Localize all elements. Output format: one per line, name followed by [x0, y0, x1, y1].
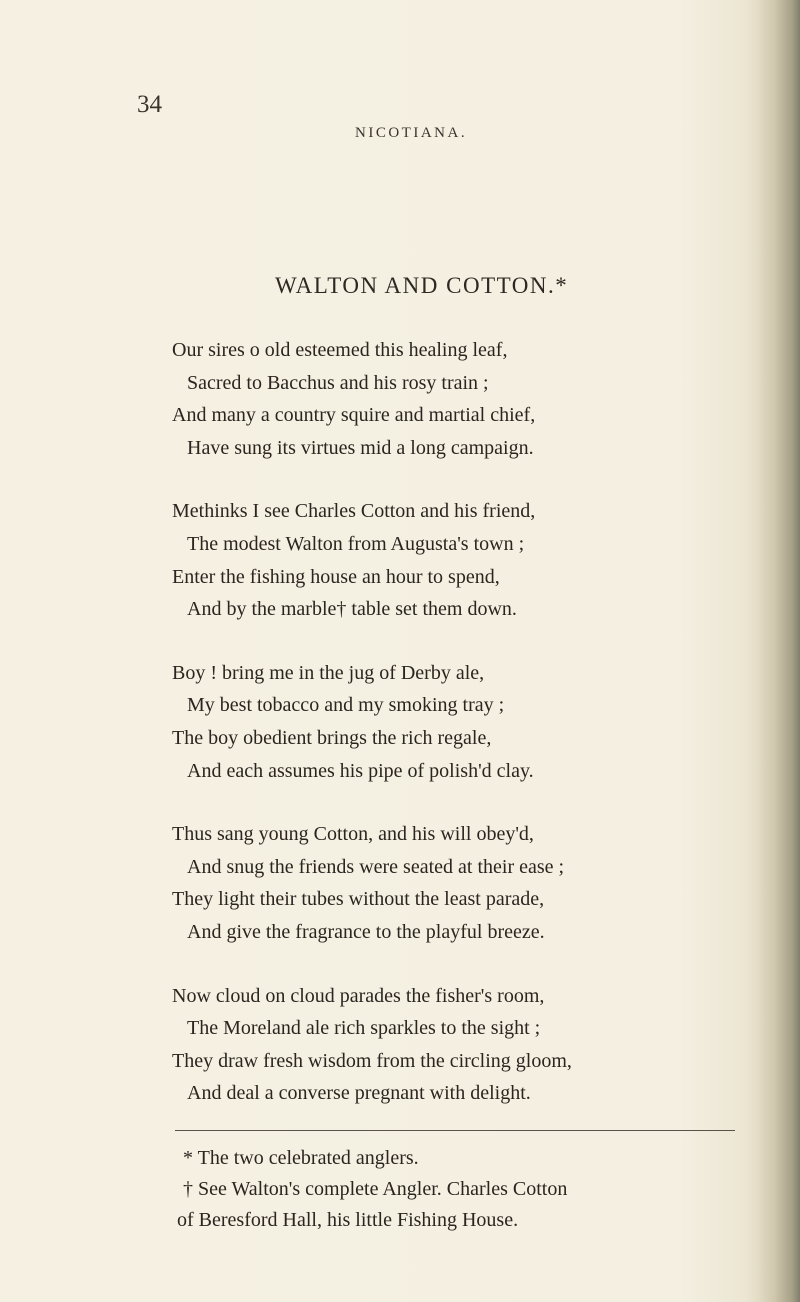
poem-line: Enter the fishing house an hour to spend, [172, 565, 500, 588]
stanza-5 [172, 980, 772, 1110]
stanza-1 [172, 334, 772, 464]
poem-line: Boy ! bring me in the jug of Derby ale, [172, 661, 485, 684]
poem-line: And deal a converse pregnant with delight. [187, 1082, 531, 1105]
poem-line: Methinks I see Charles Cotton and his friend, [172, 500, 536, 523]
footnote-2-continued: of Beresford Hall, his little Fishing House. [177, 1209, 519, 1231]
poem-line: And snug the friends were seated at their ease ; [187, 855, 565, 878]
poem-line: The modest Walton from Augusta's town ; [187, 532, 525, 555]
poem-body [172, 334, 772, 1141]
poem-line: Now cloud on cloud parades the fisher's room, [172, 984, 545, 1007]
stanza-3 [172, 657, 772, 787]
poem-line: Thus sang young Cotton, and his will obey'd, [172, 823, 534, 846]
footnote-divider [175, 1130, 735, 1131]
poem-line: And many a country squire and martial chief, [172, 404, 536, 427]
poem-line: The Moreland ale rich sparkles to the sight ; [187, 1017, 541, 1040]
footnote-2: † See Walton's complete Angler. Charles Cotton [183, 1178, 568, 1200]
poem-line: Our sires o old esteemed this healing leaf, [172, 339, 508, 361]
footnote-1: * The two celebrated anglers. [183, 1147, 419, 1169]
poem-line: And each assumes his pipe of polish'd clay. [187, 759, 534, 782]
poem-line: They draw fresh wisdom from the circling gloom, [172, 1049, 572, 1072]
poem-line: The boy obedient brings the rich regale, [172, 726, 492, 749]
poem-title: WALTON AND COTTON.* [275, 273, 569, 298]
poem-line: And by the marble† table set them down. [187, 598, 517, 621]
stanza-4 [172, 818, 772, 948]
poem-line: Have sung its virtues mid a long campaign. [187, 436, 534, 459]
poem-line: My best tobacco and my smoking tray ; [187, 694, 505, 717]
poem-line: They light their tubes without the least parade, [172, 888, 545, 911]
running-head: NICOTIANA. [355, 125, 468, 141]
page-number: 34 [137, 91, 162, 118]
poem-line: Sacred to Bacchus and his rosy train ; [187, 371, 489, 394]
poem-line: And give the fragrance to the playful breeze. [187, 920, 545, 943]
footnotes [177, 1143, 757, 1236]
stanza-2 [172, 495, 772, 625]
